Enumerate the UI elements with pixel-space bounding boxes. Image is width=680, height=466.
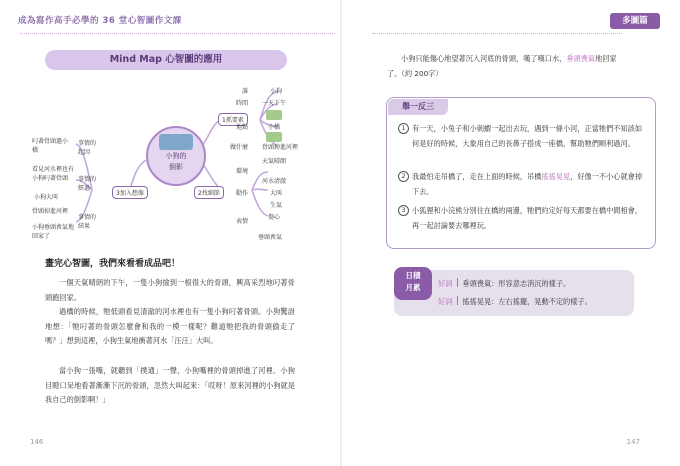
b3-key-result: 事情的結果	[78, 214, 97, 230]
b1-val-time: 一天下午	[262, 100, 287, 107]
branch-1-label: 1抓要素	[218, 113, 248, 126]
example-number-3: 3	[398, 205, 409, 216]
b3-val-result: 骨頭掉進河裡	[32, 208, 69, 215]
b2-val-face-1: 傷心	[268, 214, 281, 221]
b3-extra-process: 小狗大叫	[34, 194, 59, 201]
glossary-def-2: 左右搖擺，晃動不定的樣子。	[498, 297, 592, 306]
page-number-right: 147	[626, 438, 640, 446]
b1-key-place: 地點	[236, 124, 249, 131]
b2-val-action-2: 生氣	[270, 202, 283, 209]
center-line-1: 小狗的	[165, 152, 187, 160]
b1-val-do: 骨頭掉進河裡	[262, 144, 299, 151]
glossary-row-1: 好詞 垂頭喪氣：形容意志消沉的樣子。	[438, 279, 571, 288]
example-2-highlight: 搖搖晃晃	[541, 172, 571, 181]
branch-2-label: 2找細節	[194, 186, 224, 199]
book-title: 成為寫作高手必學的 36 堂心智圖作文課	[18, 16, 182, 26]
example-number-1: 1	[398, 123, 409, 134]
mind-map	[30, 80, 330, 245]
b2-val-env-2: 河水清澈	[262, 178, 287, 185]
story-paragraph-2: 過橋的時候，牠低頭看見清澈的河水裡也有一隻小狗叼著骨頭。小狗驚訝地想：「牠叼著的骨頭怎麼會和我的一模一樣呢？難道牠把我的骨頭偷走了嗎？」想到這裡，小狗生氣地衝著河水「汪汪」大叫。	[45, 307, 295, 345]
example-2-before: 我最怕走吊橋了，走在上面的時候，吊橋	[412, 172, 542, 181]
glossary-label-2: 好詞	[438, 297, 453, 306]
story-cont-highlight: 垂頭喪氣	[566, 54, 596, 63]
b3-extra-result: 小狗垂頭喪氣地回家了	[32, 224, 75, 240]
section-title: Mind Map 心智圖的應用	[45, 50, 287, 70]
example-text-2	[412, 170, 643, 199]
b1-key-do: 做什麼	[230, 144, 249, 151]
page-number-left: 146	[30, 438, 44, 446]
glossary-separator	[457, 296, 458, 305]
header-divider-left	[20, 33, 335, 34]
b3-key-cause: 事情的起因	[78, 140, 97, 156]
header-divider-right	[372, 33, 622, 34]
example-text-3: 小狐狸和小浣熊分別住在橋的兩邊，牠們約定好每天都要在橋中間相會，再一起討論要去哪裡玩。	[412, 206, 643, 230]
b1-val-who: 小狗	[270, 88, 283, 95]
b2-key-action: 動作	[236, 190, 249, 197]
b3-key-process: 事情的經過	[78, 176, 97, 192]
b2-val-action-1: 大叫	[270, 190, 283, 197]
bridge-icon	[266, 110, 282, 120]
bone-icon	[266, 132, 282, 142]
glossary-row-2: 好詞 搖搖晃晃：左右搖擺，晃動不定的樣子。	[438, 297, 592, 306]
glossary-badge	[394, 267, 432, 300]
b3-val-cause: 叼著骨頭過小橋	[32, 138, 69, 154]
story-continuation	[387, 52, 627, 81]
glossary-badge-line-2: 月累	[405, 283, 421, 292]
story-cont-text-end: 地回家了。（約 200字）	[387, 54, 617, 78]
center-line-2: 倒影	[169, 163, 183, 171]
example-1	[398, 122, 643, 151]
glossary-badge-line-1: 日積	[405, 271, 421, 280]
b2-val-face-2: 垂頭喪氣	[258, 234, 283, 241]
b1-key-time: 時間	[236, 100, 249, 107]
glossary-label-1: 好詞	[438, 279, 453, 288]
story-paragraph-1: 一個天氣晴朗的下午，一隻小狗撿到一根很大的骨頭，興高采烈地叼著骨頭跑回家。	[45, 278, 295, 302]
glossary-separator	[457, 278, 458, 287]
b1-val-place: 小橋	[268, 124, 281, 131]
example-2	[398, 170, 643, 199]
story-heading: 畫完心智圖，我們來看看成品吧！	[45, 259, 181, 269]
page-gutter	[340, 0, 342, 466]
dog-illustration	[159, 134, 193, 150]
story-paragraph-3: 當小狗一張嘴，就聽到「撲通」一聲，小狗嘴裡的骨頭掉進了河裡。小狗目瞪口呆地看著漸漸下沉的骨頭，忽然大叫起來：「哎呀！原來河裡的小狗就是我自己的倒影啊！」	[45, 366, 295, 404]
story-cont-text: 小狗只能傷心地望著沉入河底的骨頭，嘆了嘆口水，	[401, 54, 567, 63]
example-number-2: 2	[398, 171, 409, 182]
example-text-1: 有一天，小兔子和小刺蝟一起出去玩，遇到一條小河，正當牠們不知該如何是好的時候，大象用自己的長鼻子搭成一座橋，幫助牠們順利過河。	[412, 124, 643, 148]
branch-3-label: 3加入想像	[112, 186, 148, 199]
example-2-after: ，好像一不小心就會掉下去。	[412, 172, 643, 196]
examples-tab: 舉一反三	[388, 99, 448, 115]
b2-key-env: 環境	[236, 168, 249, 175]
mind-map-center	[146, 126, 206, 186]
b1-key-who: 誰	[242, 88, 249, 95]
b3-val-process: 看見河水裡也有小狗叼著骨頭	[32, 166, 75, 182]
glossary-term-1: 垂頭喪氣	[462, 279, 492, 288]
b2-key-face: 表情	[236, 218, 249, 225]
section-tab: 多圖篇	[610, 13, 660, 29]
glossary-term-2: 搖搖晃晃	[462, 297, 492, 306]
b2-val-env-1: 天氣晴朗	[262, 158, 287, 165]
glossary-def-1: 形容意志消沉的樣子。	[498, 279, 571, 288]
example-3	[398, 204, 643, 233]
